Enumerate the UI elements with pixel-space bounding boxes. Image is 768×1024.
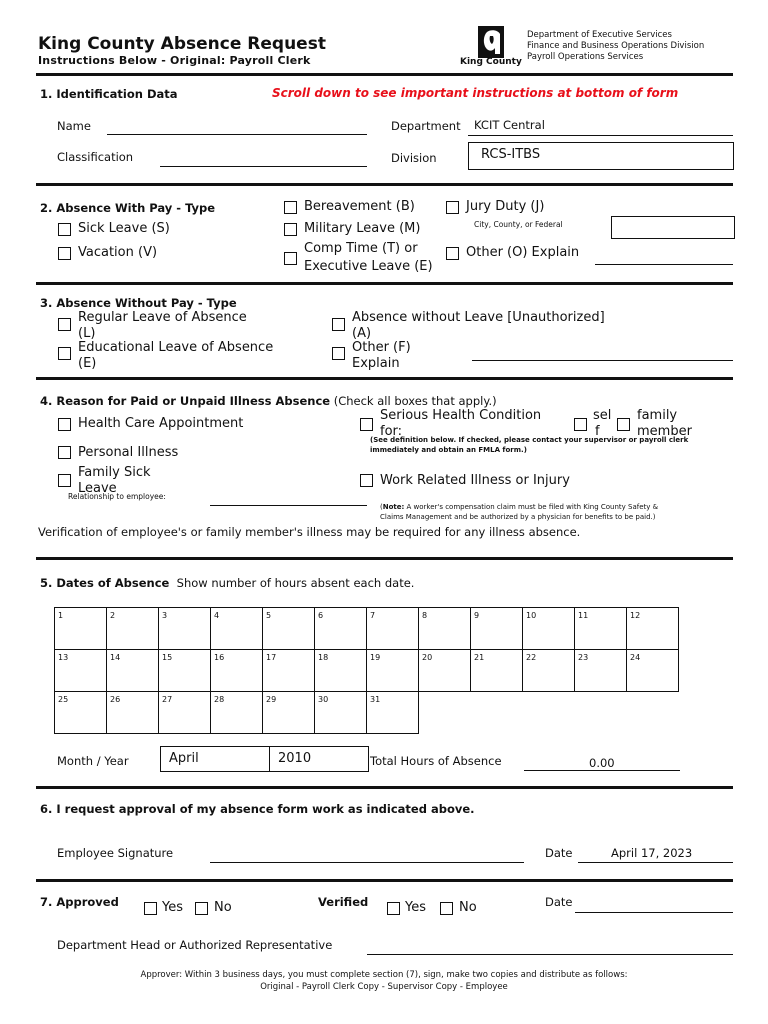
absence-calendar xyxy=(54,607,679,734)
health-care-checkbox[interactable] xyxy=(58,418,71,431)
section-divider xyxy=(36,377,733,380)
form-title: King County Absence Request xyxy=(38,34,326,54)
serious-health-note-2: immediately and obtain an FMLA form.) xyxy=(370,446,527,454)
division-label: Division xyxy=(391,151,437,165)
day-cell[interactable]: 7 xyxy=(367,608,419,650)
verified-no-checkbox[interactable] xyxy=(440,902,453,915)
day-cell[interactable]: 4 xyxy=(211,608,263,650)
family-member-checkbox[interactable] xyxy=(617,418,630,431)
day-cell[interactable]: 25 xyxy=(55,692,107,734)
section-1-title: 1. Identification Data xyxy=(40,87,178,101)
day-cell[interactable]: 10 xyxy=(523,608,575,650)
day-cell[interactable]: 27 xyxy=(159,692,211,734)
day-cell[interactable]: 1 xyxy=(55,608,107,650)
comp-time-checkbox[interactable] xyxy=(284,252,297,265)
total-hours-value: 0.00 xyxy=(589,756,615,770)
total-hours-label: Total Hours of Absence xyxy=(370,754,502,768)
jury-duty-checkbox[interactable] xyxy=(446,201,459,214)
day-cell[interactable]: 3 xyxy=(159,608,211,650)
bereavement-checkbox[interactable] xyxy=(284,201,297,214)
month-year-label: Month / Year xyxy=(57,754,129,768)
year-field[interactable] xyxy=(269,746,369,772)
jury-duty-note: City, County, or Federal xyxy=(474,220,563,229)
verified-no-label: No xyxy=(459,900,477,915)
approval-date-label: Date xyxy=(545,895,573,909)
section-divider xyxy=(36,786,733,789)
department-label: Department xyxy=(391,119,461,133)
section-4-note: (Check all boxes that apply.) xyxy=(333,394,497,408)
classification-field[interactable] xyxy=(160,166,367,167)
section-5-title: 5. Dates of Absence xyxy=(40,576,170,590)
serious-health-note: (See definition below. If checked, please contact your supervisor or payroll clerk xyxy=(370,436,689,444)
instructions-notice: Scroll down to see important instructions at bottom of form xyxy=(272,86,679,100)
section-divider xyxy=(36,879,733,882)
work-related-checkbox[interactable] xyxy=(360,474,373,487)
bereavement-label: Bereavement (B) xyxy=(304,199,415,214)
verification-note: Verification of employee's or family member's illness may be required for any illness absence. xyxy=(38,525,581,539)
note-text: A worker's compensation claim must be filed with King County Safety & xyxy=(404,503,659,511)
other-pay-explain-field[interactable] xyxy=(595,264,733,265)
family-sick-label: Family Sick xyxy=(78,465,151,480)
verified-yes-checkbox[interactable] xyxy=(387,902,400,915)
self-label: sel xyxy=(593,408,612,423)
vacation-checkbox[interactable] xyxy=(58,247,71,260)
day-cell[interactable]: 31 xyxy=(367,692,419,734)
day-cell[interactable]: 28 xyxy=(211,692,263,734)
department-head-label: Department Head or Authorized Representative xyxy=(57,938,333,952)
awol-label: Absence without Leave [Unauthorized] xyxy=(352,310,605,325)
family-member-label: family xyxy=(637,408,678,423)
health-care-label: Health Care Appointment xyxy=(78,416,244,431)
day-cell[interactable]: 14 xyxy=(107,650,159,692)
day-cell[interactable]: 19 xyxy=(367,650,419,692)
signature-date-field xyxy=(578,862,733,863)
work-related-note: (Note: A worker's compensation claim must be filed with King County Safety & xyxy=(380,503,659,511)
other-pay-label: Other (O) Explain xyxy=(466,245,580,260)
other-pay-checkbox[interactable] xyxy=(446,247,459,260)
department-head-signature-field[interactable] xyxy=(367,954,733,955)
comp-time-label: Comp Time (T) or xyxy=(304,241,418,256)
self-checkbox[interactable] xyxy=(574,418,587,431)
regular-leave-label: Regular Leave of Absence xyxy=(78,310,247,325)
section-5-header xyxy=(40,576,414,590)
day-cell[interactable]: 13 xyxy=(55,650,107,692)
empty-cell xyxy=(523,692,575,734)
approved-no-label: No xyxy=(214,900,232,915)
day-cell[interactable]: 21 xyxy=(471,650,523,692)
note-bold: Note: xyxy=(382,503,405,511)
day-cell[interactable]: 16 xyxy=(211,650,263,692)
department-field xyxy=(468,135,733,136)
relationship-label: Relationship to employee: xyxy=(68,492,166,501)
form-subtitle: Instructions Below - Original: Payroll Clerk xyxy=(38,54,311,67)
educational-leave-checkbox[interactable] xyxy=(58,347,71,360)
day-cell[interactable]: 20 xyxy=(419,650,471,692)
day-cell[interactable]: 2 xyxy=(107,608,159,650)
signature-date-value[interactable]: April 17, 2023 xyxy=(611,846,693,860)
work-related-label: Work Related Illness or Injury xyxy=(380,473,570,488)
family-sick-label-2: Leave xyxy=(78,481,117,496)
verified-yes-label: Yes xyxy=(405,900,426,915)
section-7-title: 7. Approved xyxy=(40,895,119,909)
serious-health-for: for: xyxy=(380,424,403,439)
month-field[interactable] xyxy=(160,746,270,772)
total-hours-field xyxy=(524,770,680,771)
family-member-label-2: member xyxy=(637,424,692,439)
personal-illness-checkbox[interactable] xyxy=(58,446,71,459)
empty-cell xyxy=(627,692,679,734)
department-value[interactable]: KCIT Central xyxy=(474,118,545,132)
division-field[interactable] xyxy=(468,142,734,170)
educational-leave-code: (E) xyxy=(78,356,97,371)
executive-leave-label: Executive Leave (E) xyxy=(304,259,433,274)
awol-code: (A) xyxy=(352,326,372,341)
day-cell[interactable]: 12 xyxy=(627,608,679,650)
approved-yes-checkbox[interactable] xyxy=(144,902,157,915)
month-value: April xyxy=(169,751,199,766)
vacation-label: Vacation (V) xyxy=(78,245,158,260)
approval-date-field[interactable] xyxy=(575,912,733,913)
verified-label: Verified xyxy=(318,895,369,909)
serious-health-checkbox[interactable] xyxy=(360,418,373,431)
section-4-header xyxy=(40,394,497,408)
day-cell[interactable]: 23 xyxy=(575,650,627,692)
regular-leave-code: (L) xyxy=(78,326,96,341)
section-divider xyxy=(36,282,733,285)
educational-leave-label: Educational Leave of Absence xyxy=(78,340,274,355)
sick-leave-label: Sick Leave (S) xyxy=(78,221,170,236)
classification-label: Classification xyxy=(57,150,134,164)
regular-leave-checkbox[interactable] xyxy=(58,318,71,331)
division-value: RCS-ITBS xyxy=(481,147,541,162)
empty-cell xyxy=(575,692,627,734)
other-unpaid-explain: Explain xyxy=(352,356,400,371)
jury-duty-label: Jury Duty (J) xyxy=(466,199,545,214)
approved-no-checkbox[interactable] xyxy=(195,902,208,915)
jury-duty-field[interactable] xyxy=(611,216,735,239)
dept-line: Payroll Operations Services xyxy=(527,52,644,62)
section-divider xyxy=(36,183,733,186)
year-value: 2010 xyxy=(278,751,312,766)
day-cell[interactable]: 11 xyxy=(575,608,627,650)
day-cell[interactable]: 30 xyxy=(315,692,367,734)
section-divider xyxy=(36,73,733,76)
footer-line-1: Approver: Within 3 business days, you must complete section (7), sign, make two copies and distribute as follows: xyxy=(140,970,628,980)
date-label: Date xyxy=(545,846,573,860)
employee-signature-label: Employee Signature xyxy=(57,846,174,860)
section-4-title: 4. Reason for Paid or Unpaid Illness Absence xyxy=(40,394,331,408)
empty-cell xyxy=(471,692,523,734)
awol-checkbox[interactable] xyxy=(332,318,345,331)
day-cell[interactable]: 5 xyxy=(263,608,315,650)
personal-illness-label: Personal Illness xyxy=(78,445,179,460)
military-leave-checkbox[interactable] xyxy=(284,223,297,236)
employee-signature-field[interactable] xyxy=(210,862,524,863)
section-2-title: 2. Absence With Pay - Type xyxy=(40,201,216,215)
other-unpaid-explain-field[interactable] xyxy=(472,360,733,361)
day-cell[interactable]: 22 xyxy=(523,650,575,692)
work-related-note-2: Claims Management and be authorized by a physician for benefits to be paid.) xyxy=(380,513,656,521)
dept-line: Department of Executive Services xyxy=(527,30,672,40)
other-unpaid-checkbox[interactable] xyxy=(332,347,345,360)
day-cell[interactable]: 9 xyxy=(471,608,523,650)
day-cell[interactable]: 8 xyxy=(419,608,471,650)
footer-line-2: Original - Payroll Clerk Copy - Supervisor Copy - Employee xyxy=(260,982,508,992)
name-label: Name xyxy=(57,119,91,133)
day-cell[interactable]: 6 xyxy=(315,608,367,650)
logo-text: King County xyxy=(460,57,522,67)
day-cell[interactable]: 26 xyxy=(107,692,159,734)
day-cell[interactable]: 15 xyxy=(159,650,211,692)
section-6-title: 6. I request approval of my absence form work as indicated above. xyxy=(40,802,475,816)
sick-leave-checkbox[interactable] xyxy=(58,223,71,236)
department-info xyxy=(527,30,704,63)
day-cell[interactable]: 29 xyxy=(263,692,315,734)
self-label-2: f xyxy=(595,424,600,439)
family-sick-checkbox[interactable] xyxy=(58,474,71,487)
other-unpaid-label: Other (F) xyxy=(352,340,411,355)
dept-line: Finance and Business Operations Division xyxy=(527,41,705,51)
section-5-instruction: Show number of hours absent each date. xyxy=(176,576,415,590)
day-cell[interactable]: 17 xyxy=(263,650,315,692)
day-cell[interactable]: 18 xyxy=(315,650,367,692)
day-cell[interactable]: 24 xyxy=(627,650,679,692)
section-3-title: 3. Absence Without Pay - Type xyxy=(40,296,237,310)
serious-health-label: Serious Health Condition xyxy=(380,408,542,423)
military-leave-label: Military Leave (M) xyxy=(304,221,421,236)
empty-cell xyxy=(419,692,471,734)
relationship-field[interactable] xyxy=(210,505,367,506)
approved-yes-label: Yes xyxy=(162,900,183,915)
name-field[interactable] xyxy=(107,134,367,135)
section-divider xyxy=(36,557,733,560)
